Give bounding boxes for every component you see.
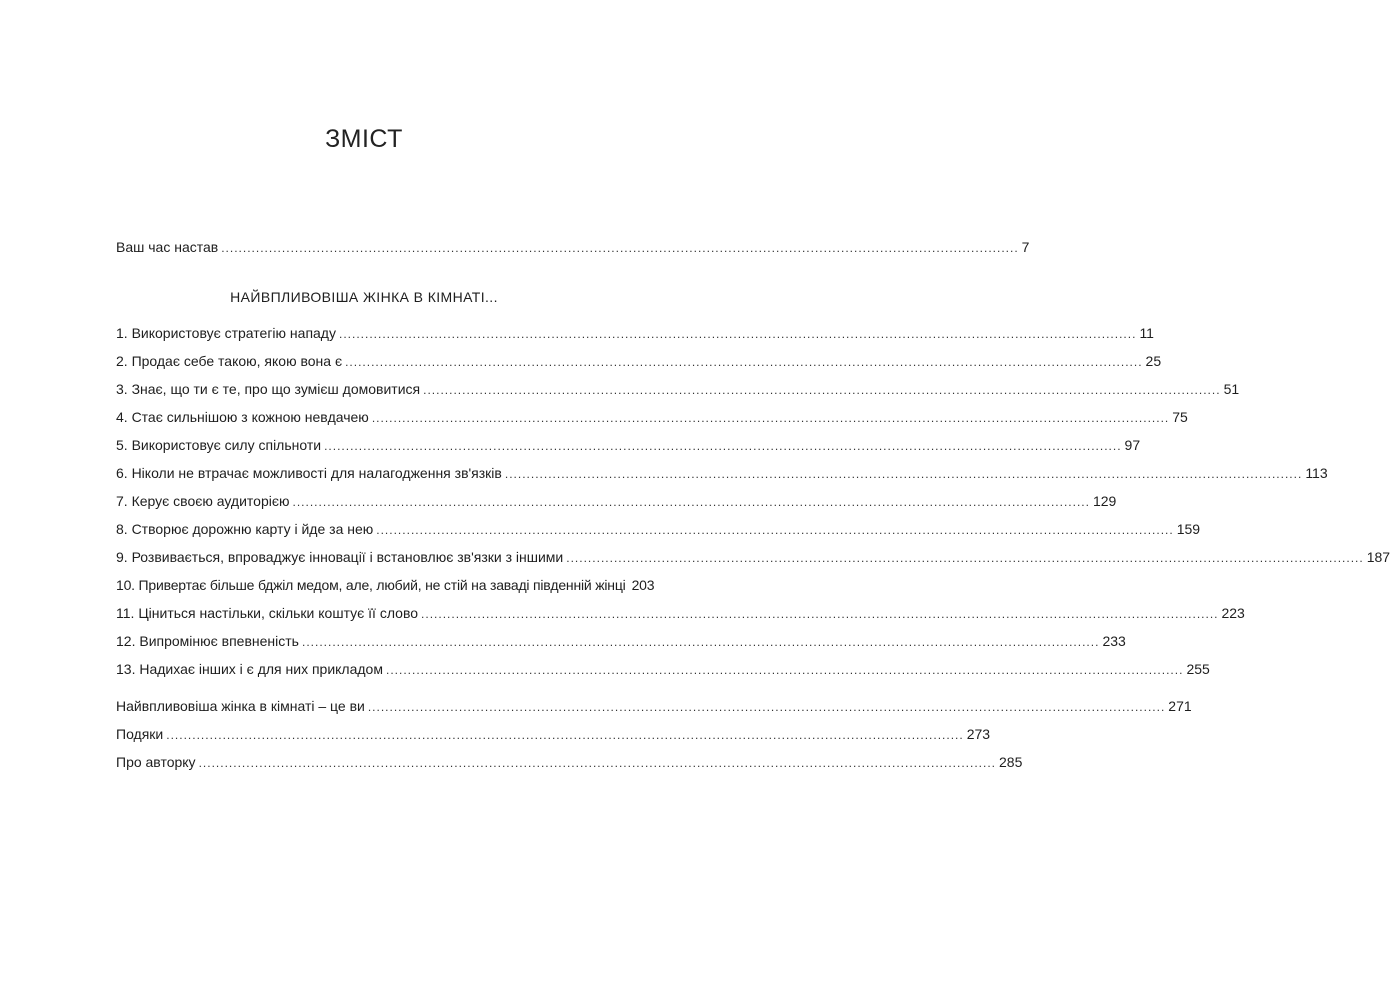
dot-leader: ........................................................................................................................................................................................ — [292, 495, 1090, 509]
dot-leader: ........................................................................................................................................................................................ — [198, 756, 997, 770]
toc-entry-page: 75 — [1172, 409, 1188, 425]
toc-entry-intro[interactable] — [116, 237, 1030, 257]
toc-entry-page: 223 — [1221, 605, 1245, 621]
toc-entry-page: 113 — [1305, 465, 1328, 481]
toc-entry-page: 129 — [1092, 493, 1117, 509]
toc-entry-closing-1[interactable] — [116, 696, 1192, 716]
toc-entry-page: 7 — [1021, 239, 1030, 255]
toc-entry-label: 11. Ціниться настільки, скільки коштує її слово — [116, 605, 419, 621]
toc-entry-label: Найвпливовіша жінка в кімнаті – це ви — [116, 698, 365, 714]
dot-leader: ........................................................................................................................................................................................ — [385, 663, 1184, 677]
toc-entry-chapter-4[interactable] — [116, 407, 1188, 427]
toc-entry-chapter-13[interactable] — [116, 659, 1210, 679]
toc-entry-chapter-8[interactable] — [116, 519, 1201, 539]
dot-leader: ........................................................................................................................................................................................ — [566, 551, 1364, 565]
dot-leader: ........................................................................................................................................................................................ — [324, 439, 1122, 453]
toc-entry-label: 3. Знає, що ти є те, про що зумієш домовитися — [116, 381, 421, 397]
toc-entry-label: 12. Випромінює впевненість — [116, 633, 299, 649]
toc-entry-page: 25 — [1145, 353, 1162, 369]
toc-entry-label: Ваш час настав — [116, 239, 219, 255]
dot-leader: ........................................................................................................................................................................................ — [345, 355, 1143, 369]
toc-entry-page: 51 — [1223, 381, 1240, 397]
toc-entry-chapter-3[interactable] — [116, 379, 1240, 399]
toc-entry-label: 8. Створює дорожню карту і йде за нею — [116, 521, 374, 537]
toc-entry-label: 4. Стає сильнішою з кожною невдачею — [116, 409, 369, 425]
dot-leader: ........................................................................................................................................................................................ — [421, 607, 1219, 621]
toc-entry-page: 203 — [631, 577, 655, 593]
toc-entry-label: 7. Керує своєю аудиторією — [116, 493, 290, 509]
toc-entry-label: 2. Продає себе такою, якою вона є — [116, 353, 343, 369]
toc-entry-page: 233 — [1102, 633, 1126, 649]
toc-entry-page: 187 — [1366, 549, 1390, 565]
toc-entry-page: 285 — [999, 754, 1023, 770]
toc-entry-page: 11 — [1139, 325, 1154, 341]
dot-leader: ........................................................................................................................................................................................ — [221, 241, 1019, 255]
dot-leader: ........................................................................................................................................................................................ — [301, 635, 1100, 649]
toc-entry-page: 97 — [1124, 437, 1141, 453]
toc-entry-chapter-9[interactable] — [116, 547, 1390, 567]
toc-entry-closing-2[interactable] — [116, 724, 991, 744]
dot-leader: ........................................................................................................................................................................................ — [166, 728, 964, 742]
toc-entry-chapter-12[interactable] — [116, 631, 1126, 651]
toc-entry-label: Подяки — [116, 726, 164, 742]
dot-leader: ........................................................................................................................................................................................ — [504, 467, 1303, 481]
toc-entry-chapter-10[interactable] — [116, 575, 653, 595]
toc-entry-chapter-6[interactable] — [116, 463, 1328, 483]
toc-entry-chapter-1[interactable] — [116, 323, 1154, 343]
dot-leader: ........................................................................................................................................................................................ — [367, 700, 1166, 714]
dot-leader: ........................................................................................................................................................................................ — [376, 523, 1174, 537]
toc-entry-chapter-7[interactable] — [116, 491, 1117, 511]
toc-entry-label: 6. Ніколи не втрачає можливості для налагодження зв'язків — [116, 465, 502, 481]
toc-entry-chapter-11[interactable] — [116, 603, 1245, 623]
toc-entry-label: 1. Використовує стратегію нападу — [116, 325, 336, 341]
toc-entry-label: 9. Розвивається, впроваджує інновації і встановлює зв'язки з іншими — [116, 549, 564, 565]
toc-entry-label: Про авторку — [116, 754, 196, 770]
toc-entry-label: 10. Привертає більше бджіл медом, але, любий, не стій на заваді південній жінці — [116, 577, 626, 593]
toc-entry-page: 273 — [966, 726, 991, 742]
dot-leader: ........................................................................................................................................................................................ — [371, 411, 1170, 425]
toc-entry-closing-3[interactable] — [116, 752, 1023, 772]
section-heading: НАЙВПЛИВОВІША ЖІНКА В КІМНАТІ... — [230, 289, 498, 305]
toc-entry-label: 13. Надихає інших і є для них прикладом — [116, 661, 383, 677]
dot-leader: ........................................................................................................................................................................................ — [338, 327, 1137, 341]
toc-entry-label: 5. Використовує силу спільноти — [116, 437, 322, 453]
toc-entry-chapter-2[interactable] — [116, 351, 1162, 371]
dot-leader: ........................................................................................................................................................................................ — [423, 383, 1221, 397]
toc-entry-page: 255 — [1186, 661, 1210, 677]
toc-entry-page: 271 — [1168, 698, 1192, 714]
toc-entry-page: 159 — [1176, 521, 1201, 537]
page-title: ЗМІСТ — [325, 125, 403, 153]
toc-entry-chapter-5[interactable] — [116, 435, 1141, 455]
